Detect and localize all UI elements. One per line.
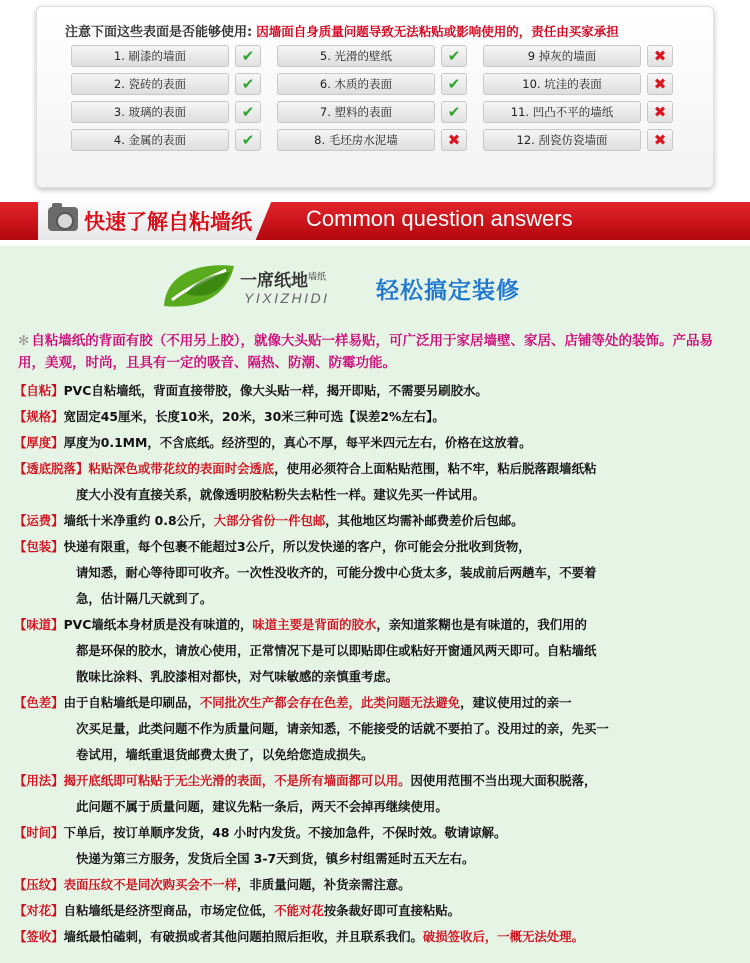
faq-line — [14, 846, 740, 872]
faq-text: ，其他地区均需补邮费差价后包邮。 — [325, 513, 524, 528]
faq-text: 按条裁好即可直接粘贴。 — [323, 903, 461, 918]
surface-label: 9 掉灰的墙面 — [483, 45, 641, 67]
brand-name — [240, 266, 326, 291]
faq-tag: 【对花】 — [14, 903, 64, 918]
faq-line — [14, 898, 740, 924]
cross-icon: ✖ — [647, 101, 673, 123]
faq-text: 次买足量，此类问题不作为质量问题，请亲知悉，不能接受的话就不要拍了。没用过的亲，先买一 — [76, 721, 609, 736]
surface-label: 6. 木质的表面 — [277, 73, 435, 95]
surface-item — [71, 129, 263, 151]
faq-tag: 【压纹】 — [14, 877, 64, 892]
faq-highlight: 不同批次生产都会存在色差，此类问题无法避免 — [199, 695, 461, 710]
check-icon: ✔ — [235, 45, 261, 67]
faq-text: 急，估计隔几天就到了。 — [76, 591, 213, 606]
brand-pinyin: YIXIZHIDI — [244, 290, 330, 306]
banner-subtitle: Common question answers — [306, 206, 573, 231]
faq-tag: 【签收】 — [14, 929, 64, 944]
faq-tag: 【运费】 — [14, 513, 64, 528]
faq-highlight: 味道主要是背面的胶水 — [252, 617, 377, 632]
faq-line — [14, 430, 740, 456]
faq-highlight: 破损签收后，一概无法处理。 — [422, 929, 584, 944]
cross-icon: ✖ — [647, 73, 673, 95]
faq-line — [14, 560, 740, 586]
check-icon: ✔ — [235, 73, 261, 95]
cross-icon: ✖ — [647, 129, 673, 151]
faq-text: 厚度为0.1MM，不含底纸。经济型的，真心不厚，每平米四元左右，价格在这放着。 — [63, 435, 532, 450]
brand-name-text: 一席纸地 — [240, 271, 308, 291]
faq-text: ，非质量问题，补货亲需注意。 — [237, 877, 411, 892]
faq-highlight: 表面压纹不是同次购买会不一样 — [63, 877, 238, 892]
brand-name-suffix: 墙纸 — [308, 272, 327, 283]
brand-slogan: 轻松搞定装修 — [376, 278, 520, 304]
faq-highlight: 粘贴深色或带花纹的表面时会透底 — [88, 461, 275, 476]
faq-text: 此问题不属于质量问题，建议先粘一条后，两天不会掉再继续使用。 — [76, 799, 448, 814]
banner-title: 快速了解自粘墙纸 — [84, 210, 252, 234]
surface-label: 7. 塑料的表面 — [277, 101, 435, 123]
faq-line — [14, 924, 740, 950]
flower-icon: ✻ — [18, 333, 30, 349]
faq-item — [14, 456, 740, 508]
faq-line — [14, 378, 740, 404]
surface-guide-panel — [36, 6, 714, 188]
faq-line — [14, 742, 740, 768]
leaf-logo-icon — [160, 260, 238, 312]
faq-line — [14, 638, 740, 664]
faq-text: 墙纸最怕磕刺，有破损或者其他问题拍照后拒收，并且联系我们。 — [63, 929, 423, 944]
surface-label: 3. 玻璃的表面 — [71, 101, 229, 123]
check-icon: ✔ — [235, 101, 261, 123]
faq-highlight: 揭开底纸即可粘贴于无尘光滑的表面，不是所有墙面都可以用。 — [63, 773, 411, 788]
faq-text: ，建议使用过的亲一 — [460, 695, 572, 710]
surface-label: 8. 毛坯房水泥墙 — [277, 129, 435, 151]
faq-line — [14, 690, 740, 716]
surface-item — [483, 101, 675, 123]
faq-text: 墙纸十米净重约 0.8公斤， — [63, 513, 214, 528]
cross-icon: ✖ — [647, 45, 673, 67]
faq-text: 宽固定45厘米，长度10米，20米，30米三种可选【误差2%左右】。 — [63, 409, 445, 424]
faq-item — [14, 612, 740, 690]
surface-item — [277, 129, 469, 151]
faq-tag: 【用法】 — [14, 773, 64, 788]
surface-item — [71, 73, 263, 95]
section-banner — [0, 197, 750, 245]
faq-text: 自粘墙纸是经济型商品，市场定位低， — [63, 903, 275, 918]
faq-item — [14, 378, 740, 404]
cross-icon: ✖ — [441, 129, 467, 151]
surface-question: 注意下面这些表面是否能够使用: — [65, 25, 253, 40]
surface-label: 5. 光滑的壁纸 — [277, 45, 435, 67]
faq-tag: 【色差】 — [14, 695, 64, 710]
surface-label: 2. 瓷砖的表面 — [71, 73, 229, 95]
faq-item — [14, 924, 740, 950]
faq-line — [14, 586, 740, 612]
surface-item — [71, 101, 263, 123]
faq-item — [14, 534, 740, 612]
check-icon: ✔ — [441, 45, 467, 67]
faq-line — [14, 404, 740, 430]
surface-warning: 因墙面自身质量问题导致无法粘贴或影响使用的，责任由买家承担 — [256, 24, 619, 39]
faq-highlight: 大部分省份一件包邮 — [213, 513, 326, 528]
faq-text: 因使用范围不当出现大面积脱落， — [410, 773, 597, 788]
faq-item — [14, 898, 740, 924]
faq-text: 卷试用，墙纸重退货邮费太贵了，以免给您造成损失。 — [76, 747, 374, 762]
faq-item — [14, 430, 740, 456]
faq-text: 下单后，按订单顺序发货，48 小时内发货。不接加急件，不保时效。敬请谅解。 — [63, 825, 507, 840]
faq-item — [14, 820, 740, 872]
surface-label: 4. 金属的表面 — [71, 129, 229, 151]
faq-item — [14, 690, 740, 768]
surface-label: 12. 刮瓷仿瓷墙面 — [483, 129, 641, 151]
faq-item — [14, 404, 740, 430]
surface-item — [277, 101, 469, 123]
faq-line — [14, 534, 740, 560]
surface-item — [277, 73, 469, 95]
faq-tag: 【味道】 — [14, 617, 64, 632]
faq-line — [14, 820, 740, 846]
surface-label: 11. 凹凸不平的墙纸 — [483, 101, 641, 123]
faq-line — [14, 664, 740, 690]
faq-line — [14, 716, 740, 742]
faq-text: ，亲知道浆糊也是有味道的，我们用的 — [376, 617, 587, 632]
surface-item — [483, 45, 675, 67]
faq-item — [14, 768, 740, 820]
surface-item — [483, 73, 675, 95]
surface-guide-header — [65, 21, 619, 40]
faq-line — [14, 768, 740, 794]
faq-text: 度大小没有直接关系，就像透明胶粘粉失去粘性一样。建议先买一件试用。 — [76, 487, 485, 502]
faq-line — [14, 872, 740, 898]
check-icon: ✔ — [235, 129, 261, 151]
faq-text: 都是环保的胶水，请放心使用，正常情况下是可以即贴即住或粘好开窗通风两天即可。自粘墙纸 — [76, 643, 597, 658]
faq-tag: 【包装】 — [14, 539, 64, 554]
surface-label: 1. 刷漆的墙面 — [71, 45, 229, 67]
surface-label: 10. 坑洼的表面 — [483, 73, 641, 95]
surface-item — [483, 129, 675, 151]
faq-line — [14, 508, 740, 534]
surface-item — [277, 45, 469, 67]
check-icon: ✔ — [441, 101, 467, 123]
faq-text: PVC自粘墙纸，背面直接带胶，像大头贴一样，揭开即贴，不需要另刷胶水。 — [63, 383, 488, 398]
faq-text: PVC墙纸本身材质是没有味道的， — [63, 617, 253, 632]
check-icon: ✔ — [441, 73, 467, 95]
faq-highlight: 不能对花 — [274, 903, 324, 918]
faq-text: 由于自粘墙纸是印刷品， — [63, 695, 200, 710]
surface-item — [71, 45, 263, 67]
intro-paragraph — [18, 330, 734, 374]
camera-icon — [48, 207, 78, 231]
faq-line — [14, 612, 740, 638]
faq-line — [14, 482, 740, 508]
faq-tag: 【厚度】 — [14, 435, 64, 450]
faq-text: ，使用必须符合上面粘贴范围，粘不牢，粘后脱落跟墙纸粘 — [274, 461, 597, 476]
faq-text: 请知悉，耐心等待即可收齐。一次性没收齐的，可能分拨中心货太多，装成前后两趟车，不要着 — [76, 565, 597, 580]
faq-text: 快递为第三方服务，发货后全国 3-7天到货，镇乡村组需延时五天左右。 — [76, 851, 475, 866]
faq-text: 快递有限重，每个包裹不能超过3公斤，所以发快递的客户，你可能会分批收到货物， — [63, 539, 531, 554]
faq-list — [14, 378, 740, 950]
faq-item — [14, 508, 740, 534]
faq-line — [14, 456, 740, 482]
faq-line — [14, 794, 740, 820]
faq-tag: 【规格】 — [14, 409, 64, 424]
faq-tag: 【自粘】 — [14, 383, 64, 398]
faq-item — [14, 872, 740, 898]
faq-text: 散味比涂料、乳胶漆相对都快，对气味敏感的亲慎重考虑。 — [76, 669, 399, 684]
faq-tag: 【时间】 — [14, 825, 64, 840]
faq-tag: 【透底脱落】 — [14, 461, 89, 476]
product-info — [0, 246, 750, 963]
intro-text: 自粘墙纸的背面有胶（不用另上胶），就像大头贴一样易贴，可广泛用于家居墙壁、家居、店铺等处的装饰。产品易用，美观，时尚，且具有一定的吸音、隔热、防潮、防霉功能。 — [18, 333, 714, 371]
